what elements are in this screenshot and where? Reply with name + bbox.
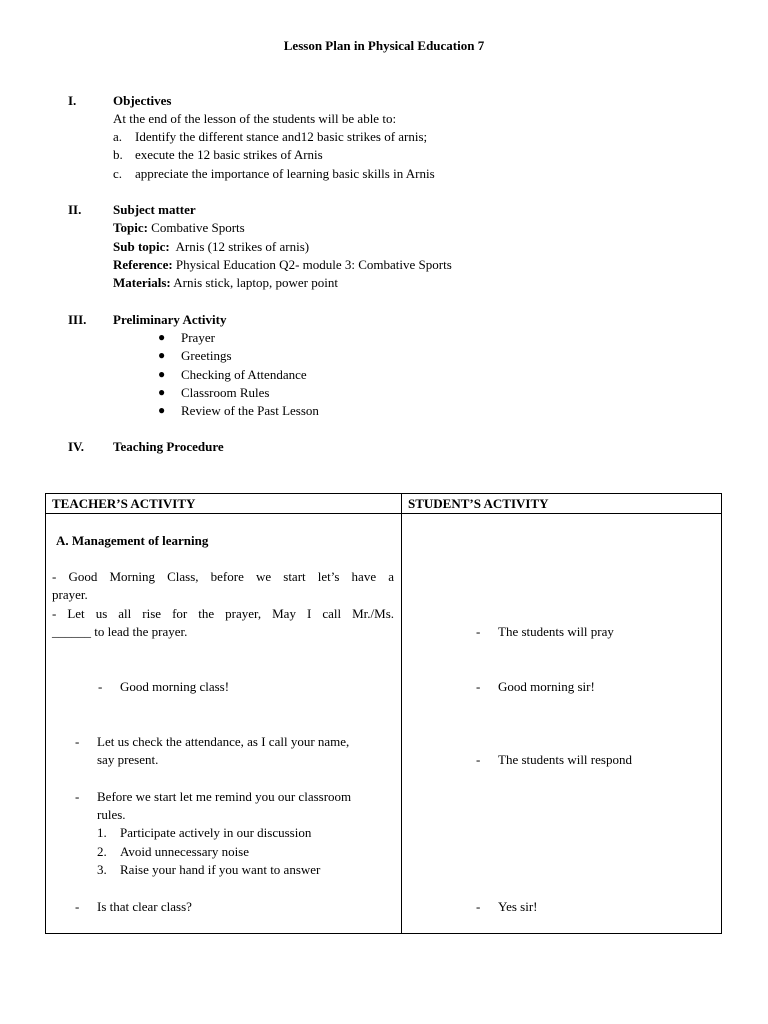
field-topic xyxy=(113,220,245,236)
teacher-line: - Good Morning Class, before we start let’s have a xyxy=(52,569,394,584)
section-number: II. xyxy=(68,202,82,217)
field-materials xyxy=(113,275,338,291)
dash-marker: - xyxy=(476,752,481,767)
objectives-intro: At the end of the lesson of the students will be able to: xyxy=(113,111,397,126)
section-number: IV. xyxy=(68,439,85,454)
field-label: Sub topic: xyxy=(113,239,170,254)
document-page: Lesson Plan in Physical Education 7 I. Objectives At the end of the lesson of the students will be able to: a. Identify the different stance and12 basic strikes of arnis; b. execute the 12 basic strikes of Arnis c. appreciate the importance of learning basic skills in Arnis II. Subject matter Topic: Combative Sports Sub topic: Arnis (12 strikes of arnis) Reference: Physical Education Q2- module 3: Combative Sports Materials: Arnis stick, laptop, power point III. Preliminary Activity ● Prayer ● Greetings ● Checking of Attendance ● Classroom Rules ● Review of the Past Lesson IV. Teaching Procedure TEACHER’S ACTIVITY STUDENT’S ACTIVITY A. Management of learning - Good Morning Class, before we start let’s have a prayer. - Let us all rise for the prayer, May I call Mr./Ms. ______ to lead the prayer. - Good morning class! - Let us check the attendance, as I call your name, say present. - Before we start let me remind you our classroom rules. 1. Participate actively in our discussion 2. Avoid unnecessary noise 3. Raise your hand if you want to answer - Is that clear class? - The students will pray - Good morning sir! - The students will respond - Yes sir! xyxy=(0,0,768,1024)
dash-marker: - xyxy=(476,899,481,914)
bullet-icon: ● xyxy=(158,403,166,417)
section-heading: Objectives xyxy=(113,93,172,108)
column-header-teacher: TEACHER’S ACTIVITY xyxy=(52,496,196,511)
field-label: Materials: xyxy=(113,275,171,290)
dash-marker: - xyxy=(98,679,103,694)
student-line: Yes sir! xyxy=(498,899,538,914)
field-value: Arnis (12 strikes of arnis) xyxy=(169,239,310,254)
field-label: Topic: xyxy=(113,220,148,235)
column-header-student: STUDENT’S ACTIVITY xyxy=(408,496,549,511)
bullet-icon: ● xyxy=(158,367,166,381)
field-value: Physical Education Q2- module 3: Combative Sports xyxy=(172,257,452,272)
section-number: III. xyxy=(68,312,87,327)
dash-marker: - xyxy=(75,899,80,914)
field-subtopic xyxy=(113,239,309,255)
section-heading: Preliminary Activity xyxy=(113,312,227,327)
teacher-line: ______ to lead the prayer. xyxy=(52,624,188,639)
rule-item: Participate actively in our discussion xyxy=(120,825,312,840)
dash-marker: - xyxy=(75,789,80,804)
field-value: Arnis stick, laptop, power point xyxy=(170,275,338,290)
section-a-heading: A. Management of learning xyxy=(56,533,209,548)
rule-number: 3. xyxy=(97,862,107,877)
bullet-icon: ● xyxy=(158,348,166,362)
rule-number: 2. xyxy=(97,844,107,859)
field-reference xyxy=(113,257,452,273)
teacher-line: rules. xyxy=(97,807,126,822)
teacher-line: say present. xyxy=(97,752,159,767)
section-number: I. xyxy=(68,93,77,108)
field-value: Combative Sports xyxy=(147,220,245,235)
teacher-line: Let us check the attendance, as I call your name, xyxy=(97,734,350,749)
rule-number: 1. xyxy=(97,825,107,840)
section-heading: Subject matter xyxy=(113,202,196,217)
bullet-icon: ● xyxy=(158,385,166,399)
page-title: Lesson Plan in Physical Education 7 xyxy=(283,38,485,53)
bullet-icon: ● xyxy=(158,330,166,344)
student-line: The students will pray xyxy=(498,624,614,639)
teacher-line: Before we start let me remind you our classroom xyxy=(97,789,352,804)
section-heading: Teaching Procedure xyxy=(113,439,224,454)
dash-marker: - xyxy=(476,679,481,694)
teacher-line: - Let us all rise for the prayer, May I call Mr./Ms. xyxy=(52,606,394,621)
activity-table xyxy=(45,493,722,934)
table-column-divider xyxy=(401,494,402,933)
student-line: Good morning sir! xyxy=(498,679,595,694)
rule-item: Raise your hand if you want to answer xyxy=(120,862,321,877)
teacher-line: prayer. xyxy=(52,587,88,602)
field-label: Reference: xyxy=(113,257,173,272)
rule-item: Avoid unnecessary noise xyxy=(120,844,250,859)
teacher-line: Good morning class! xyxy=(120,679,230,694)
table-header-divider xyxy=(46,513,721,514)
dash-marker: - xyxy=(476,624,481,639)
dash-marker: - xyxy=(75,734,80,749)
teacher-line: Is that clear class? xyxy=(97,899,192,914)
student-line: The students will respond xyxy=(498,752,632,767)
